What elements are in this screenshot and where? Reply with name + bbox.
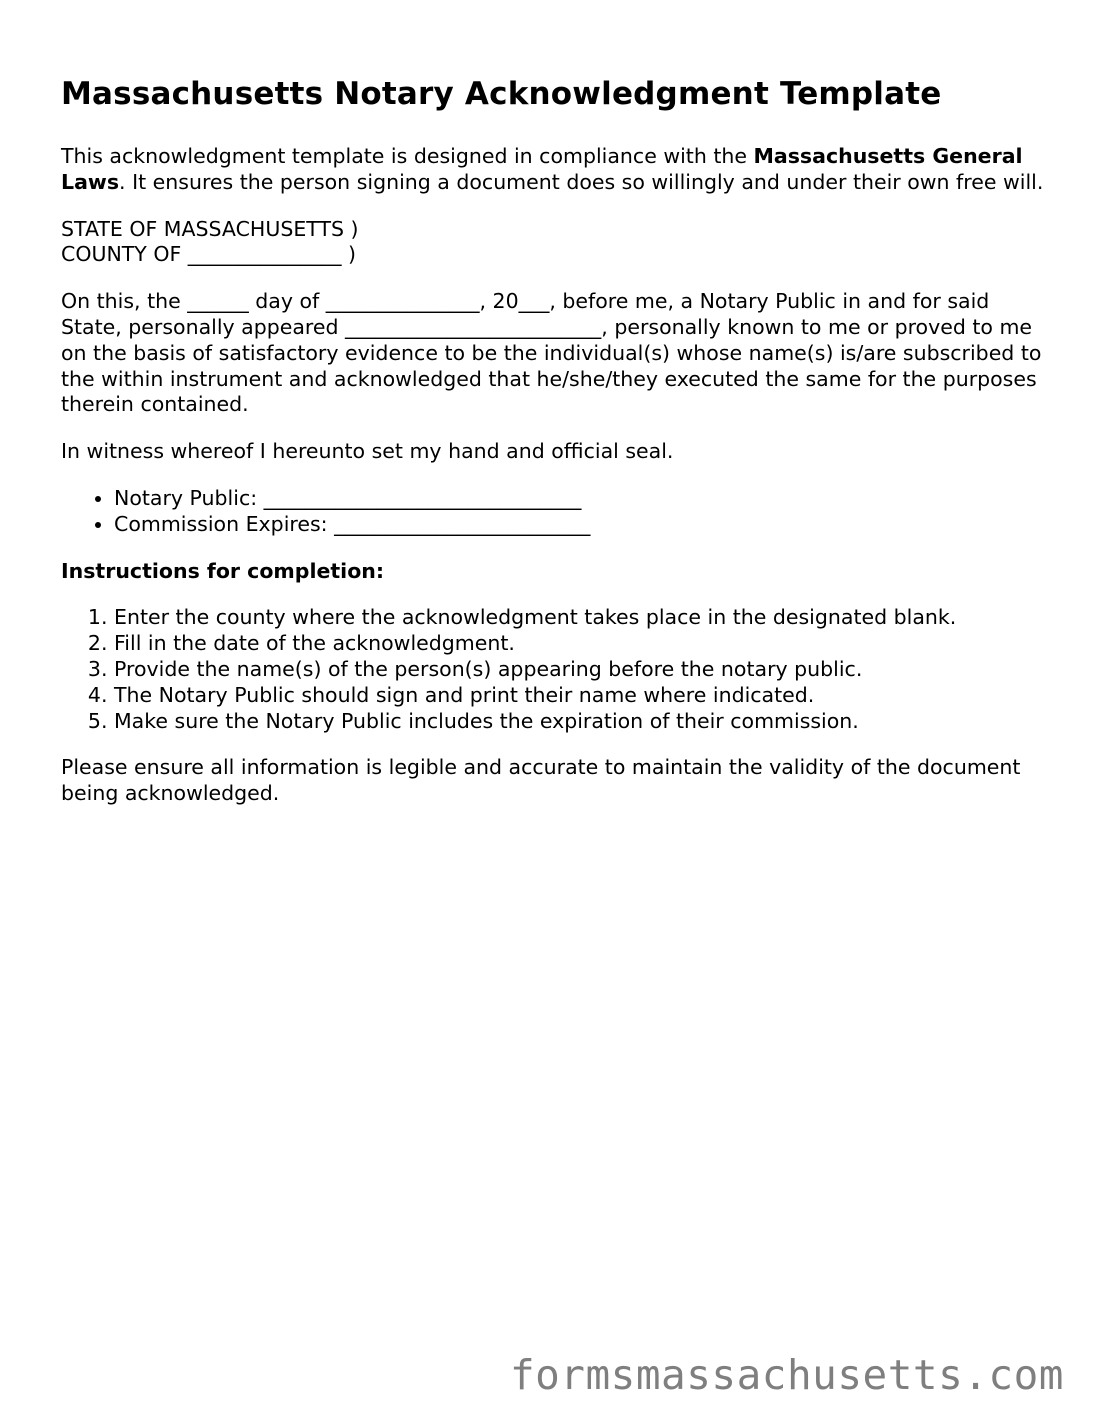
signature-fields-list (61, 486, 1051, 538)
page-title: Massachusetts Notary Acknowledgment Template (61, 76, 942, 112)
instructions-heading: Instructions for completion: (61, 558, 385, 583)
document-page (61, 72, 1051, 828)
notary-public-field: • Notary Public: _______________________________ (114, 486, 1051, 512)
venue-block (61, 217, 1051, 269)
instruction-item: 3. Provide the name(s) of the person(s) appearing before the notary public. (114, 657, 1051, 683)
commission-expires-field: • Commission Expires: _________________________ (114, 512, 1051, 538)
intro-paragraph (61, 144, 1051, 196)
instruction-item: 4. The Notary Public should sign and print their name where indicated. (114, 683, 1051, 709)
intro-text-start: This acknowledgment template is designed in compliance with the (61, 144, 754, 168)
witness-line: In witness whereof I hereunto set my hand and official seal. (61, 439, 674, 464)
acknowledgment-paragraph: On this, the ______ day of _______________, 20___, before me, a Notary Public in and for said State, personally appeared _________________________, personally known to me or proved to me on the basis of satisfactory evidence to be the individual(s) whose name(s) is/are subscribed to the within instrument and acknowledged that he/she/they executed the same for the purposes therein contained. (61, 289, 1042, 417)
county-line: COUNTY OF _______________ ) (61, 242, 357, 267)
instruction-item: 2. Fill in the date of the acknowledgment. (114, 631, 1051, 657)
instruction-item: 5. Make sure the Notary Public includes the expiration of their commission. (114, 709, 1051, 735)
instructions-list (61, 605, 1051, 734)
closing-paragraph: Please ensure all information is legible and accurate to maintain the validity of the document being acknowledged. (61, 755, 1021, 806)
instruction-item: 1. Enter the county where the acknowledgment takes place in the designated blank. (114, 605, 1051, 631)
intro-bold-laws: Massachusetts General Laws (61, 144, 1023, 194)
site-watermark: formsmassachusetts.com (509, 1351, 1064, 1399)
intro-text-end: . It ensures the person signing a document does so willingly and under their own free will. (119, 169, 1044, 194)
state-line: STATE OF MASSACHUSETTS ) (61, 216, 359, 241)
